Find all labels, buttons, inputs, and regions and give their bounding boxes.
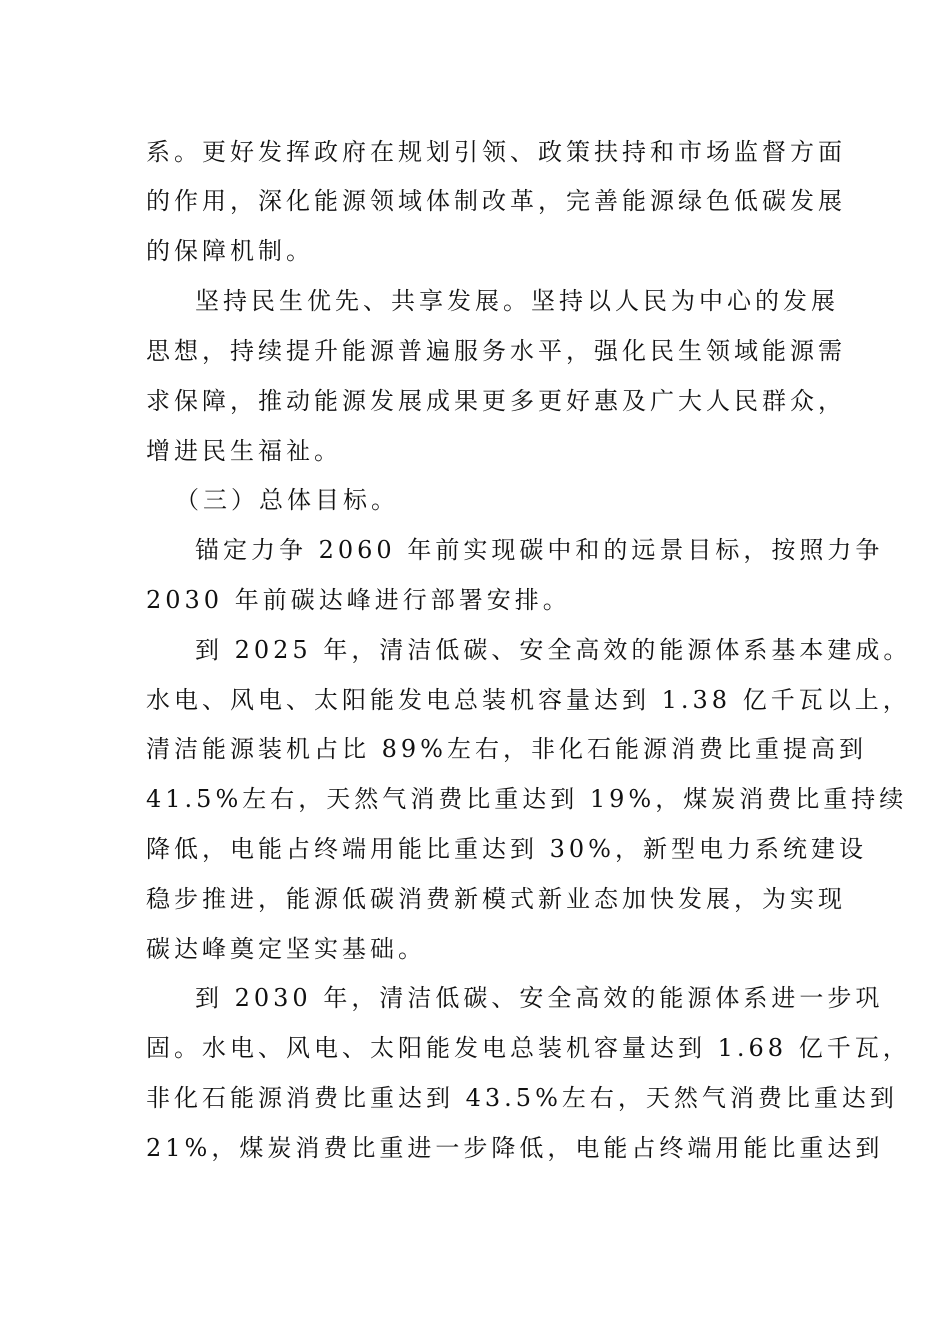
text-line: 清洁能源装机占比 89%左右，非化石能源消费比重提高到 (146, 735, 867, 763)
paragraph-first-line: 到 2025 年，清洁低碳、安全高效的能源体系基本建成。 (195, 636, 912, 664)
text-line: 稳步推进，能源低碳消费新模式新业态加快发展，为实现 (146, 885, 846, 913)
text-line: 思想，持续提升能源普遍服务水平，强化民生领域能源需 (146, 337, 846, 365)
text-line: 2030 年前碳达峰进行部署安排。 (146, 586, 571, 614)
text-line: 41.5%左右，天然气消费比重达到 19%，煤炭消费比重持续 (146, 785, 908, 813)
text-line: 的作用，深化能源领域体制改革，完善能源绿色低碳发展 (146, 187, 846, 215)
paragraph-first-line: 到 2030 年，清洁低碳、安全高效的能源体系进一步巩 (195, 984, 884, 1012)
text-line: 的保障机制。 (146, 237, 314, 265)
text-line: 降低，电能占终端用能比重达到 30%，新型电力系统建设 (146, 835, 867, 863)
text-line: 系。更好发挥政府在规划引领、政策扶持和市场监督方面 (146, 138, 846, 166)
paragraph-first-line: 锚定力争 2060 年前实现碳中和的远景目标，按照力争 (195, 536, 884, 564)
paragraph-first-line: 坚持民生优先、共享发展。坚持以人民为中心的发展 (195, 287, 839, 315)
text-line: 水电、风电、太阳能发电总装机容量达到 1.38 亿千瓦以上， (146, 686, 911, 714)
text-line: 碳达峰奠定坚实基础。 (146, 935, 426, 963)
text-line: 增进民生福祉。 (146, 437, 342, 465)
text-line: 求保障，推动能源发展成果更多更好惠及广大人民群众， (146, 387, 846, 415)
section-heading: （三）总体目标。 (175, 486, 399, 514)
text-line: 21%，煤炭消费比重进一步降低，电能占终端用能比重达到 (146, 1134, 884, 1162)
text-line: 固。水电、风电、太阳能发电总装机容量达到 1.68 亿千瓦， (146, 1034, 911, 1062)
text-line: 非化石能源消费比重达到 43.5%左右，天然气消费比重达到 (146, 1084, 898, 1112)
